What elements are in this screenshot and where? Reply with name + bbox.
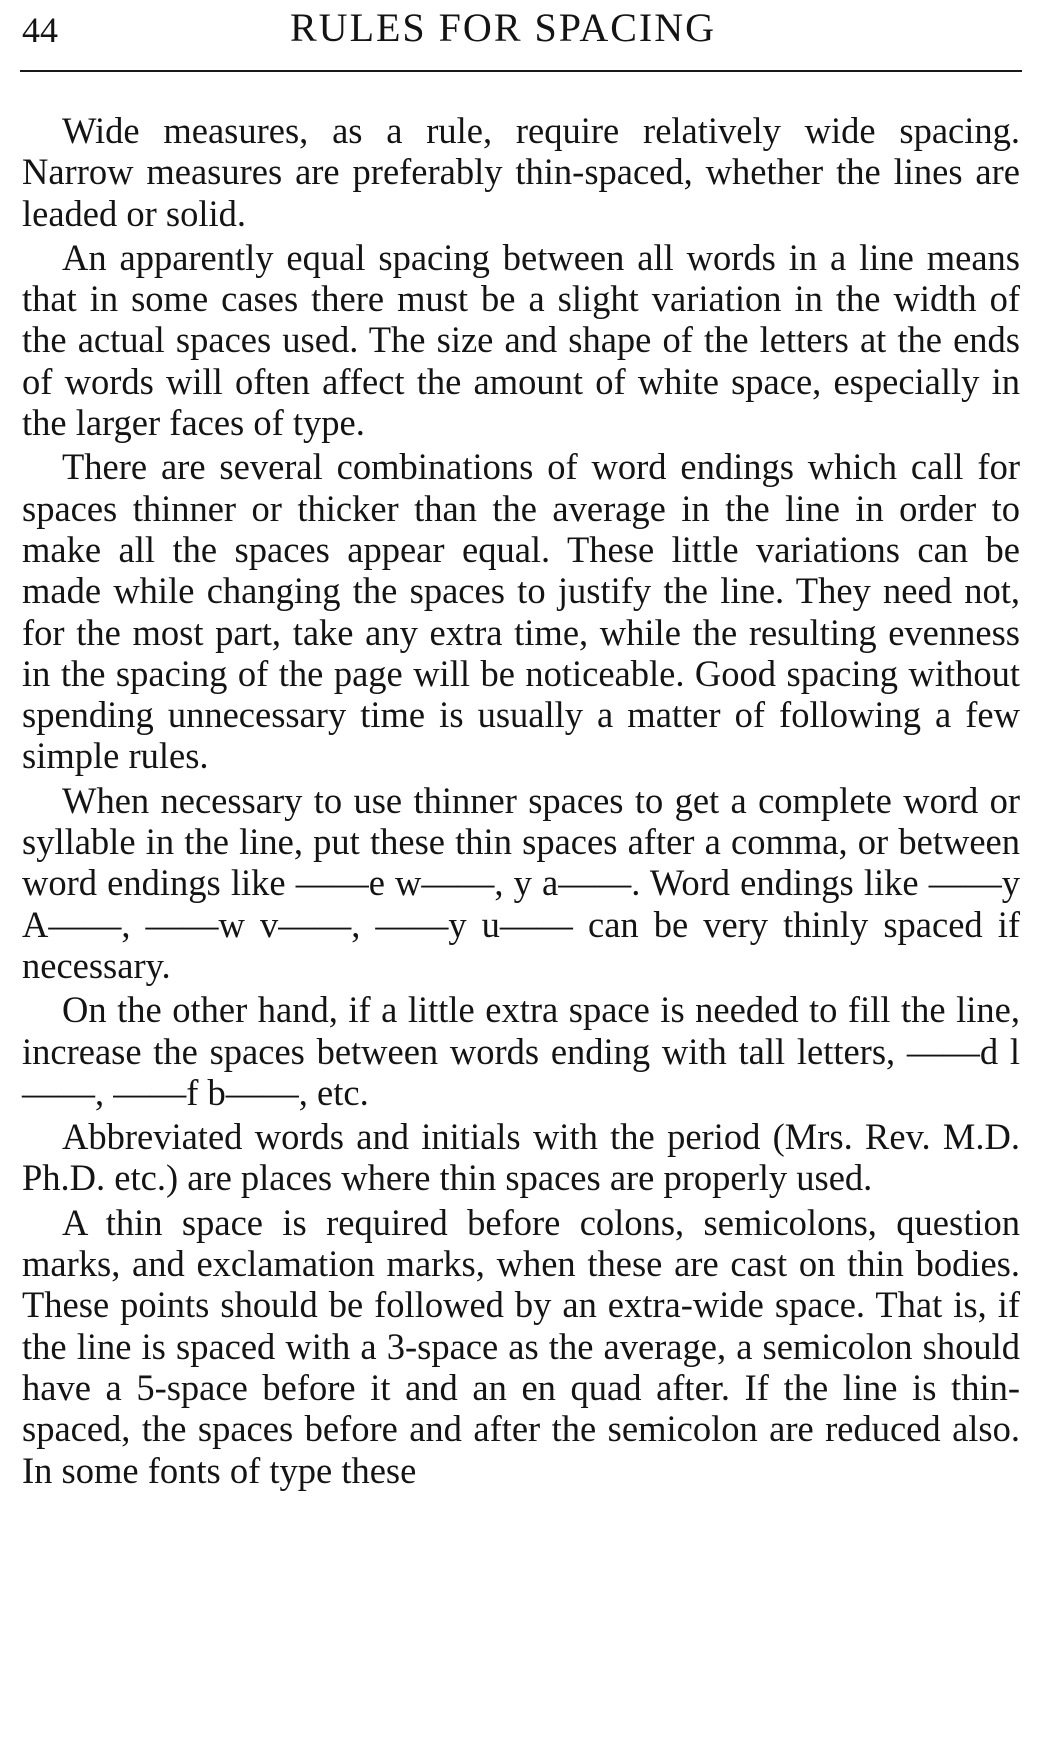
header-rule: [20, 70, 1022, 72]
paragraph-6: Abbreviated words and initials with the period (Mrs. Rev. M.D. Ph.D. etc.) are places where thin spaces are properly used.: [22, 1116, 1020, 1199]
paragraph-4: When necessary to use thinner spaces to get a complete word or syllable in the line, put these thin spaces after a comma, or between word endings like ——e w——, y a——. Word endings like ——y A——, ——w v——, ——y u—— can be very thinly spaced if necessary.: [22, 779, 1020, 986]
page-number: 44: [22, 10, 58, 50]
running-head: RULES FOR SPACING: [290, 5, 716, 50]
page-header: [20, 2, 1020, 58]
paragraph-7: A thin space is required before colons, semicolons, question marks, and exclamation marks, when these are cast on thin bodies. These points should be followed by an extra-wide space. That is, if the line is spaced with a 3-space as the average, a semicolon should have a 5-space before it and an en quad after. If the line is thin-spaced, the spaces before and after the semicolon are reduced also. In some fonts of type these: [22, 1201, 1020, 1491]
paragraph-5: On the other hand, if a little extra space is needed to fill the line, increase the spaces between words ending with tall letters, ——d l——, ——f b——, etc.: [22, 989, 1020, 1113]
paragraph-1: Wide measures, as a rule, require relatively wide spacing. Narrow measures are preferably thin-spaced, whether the lines are leaded or solid.: [22, 110, 1020, 234]
paragraph-2: An apparently equal spacing between all words in a line means that in some cases there must be a slight variation in the width of the actual spaces used. The size and shape of the letters at the ends of words will often affect the amount of white space, especially in the larger faces of type.: [22, 236, 1020, 444]
body-text: [22, 110, 1020, 1494]
paragraph-3: There are several combinations of word endings which call for spaces thinner or thicker than the average in the line in order to make all the spaces appear equal. These little variations can be made while changing the spaces to justify the line. They need not, for the most part, take any extra time, while the resulting evenness in the spacing of the page will be noticeable. Good spacing without spending unnecessary time is usually a matter of following a few simple rules.: [22, 446, 1020, 777]
